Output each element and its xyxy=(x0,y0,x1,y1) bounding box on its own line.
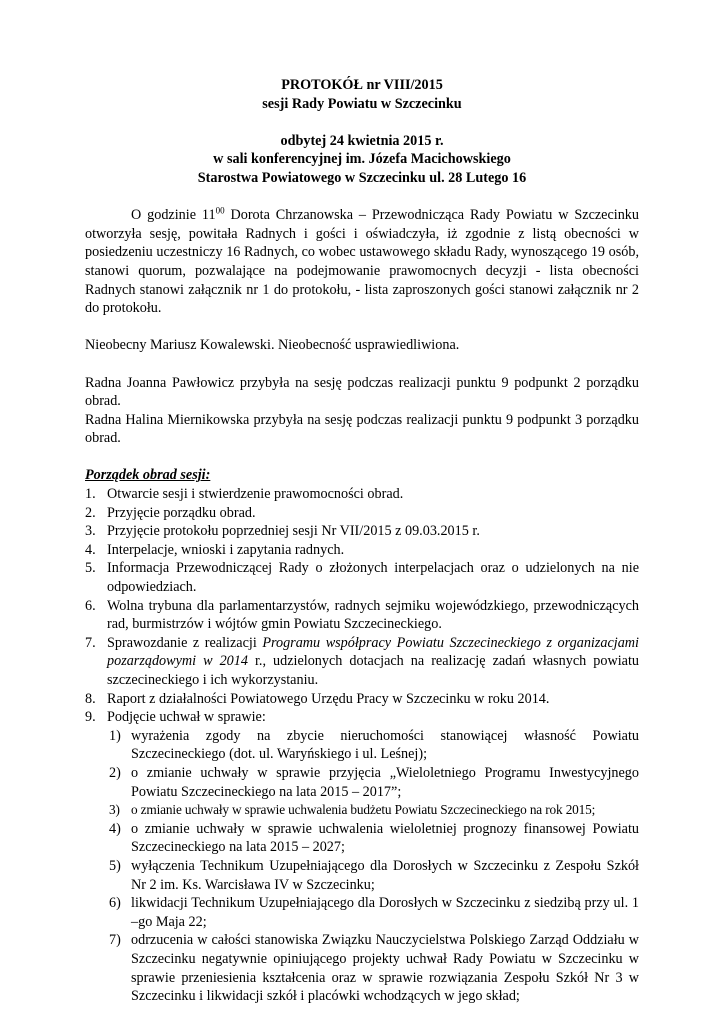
absence-note: Nieobecny Mariusz Kowalewski. Nieobecność usprawiedliwiona. xyxy=(85,337,460,354)
intro-paragraph: O godzinie $11^{00}$ Dorota Chrzanowska – Przewodnicząca Rady Powiatu w Szczecinku otworzyła sesję, powitała Radnych i gości i oświadczyła, iż zgodnie z listą obecności w posiedzeniu uczestniczy 16 Radnych, co wobec ustawowego składu Rady, wynoszącego 19 osób, stanowi quorum, pozwalające na podejmowanie prawomocnych decyzji - lista obecności Radnych stanowi załącznik nr 1 do protokołu, - lista zaproszonych gości stanowi załącznik nr 2 do protokołu. xyxy=(85,205,639,317)
agenda-item: 6. Wolna trybuna dla parlamentarzystów, radnych sejmiku wojewódzkiego, przewodniczących rad, burmistrzów i wójtów gmin Powiatu Szczecineckiego. xyxy=(85,597,639,633)
agenda-item: 1. Otwarcie sesji i stwierdzenie prawomocności obrad. xyxy=(85,486,404,503)
agenda-item: 9. Podjęcie uchwał w sprawie: 1) wyrażenia zgody na zbycie nieruchomości stanowiącej własność Powiatu Szczecineckiego (dot. ul. Waryńskiego i ul. Leśnej); 2) o zmianie uchwały w sprawie przyjęcia „Wieloletniego Programu Inwestycyjnego Powiatu Szczecineckiego na lata 2015 – 2017”; 3) o zmianie uchwały w sprawie uchwalenia budżetu Powiatu Szczecineckiego na rok 2015; 4) o zmianie uchwały w sprawie uchwalenia wieloletniej prognozy finansowej Powiatu Szczecineckiego na lata 2015 – 2027; 5) wyłączenia Technikum Uzupełniającego dla Dorosłych w Szczecinku z Zespołu Szkół Nr 2 im. Ks. Warcisława IV w Szczecinku; 6) likwidacji Technikum Uzupełniającego dla Dorosłych w Szczecinku z siedzibą przy ul. 1 –go Maja 22; 7) odrzucenia w całości stanowiska Związku Nauczycielstwa Polskiego Zarząd Oddziału w Szczecinku negatywnie opiniującego projekty uchwał Rady Powiatu w Szczecinku w sprawie przeniesienia kształcenia oraz w sprawie rozwiązania Zespołu Szkół Nr 3 w Szczecinku i likwidacji szkół i placówki wchodzących w jego skład; xyxy=(85,709,639,1005)
title-line-session: sesji Rady Powiatu w Szczecinku xyxy=(262,95,462,112)
agenda-heading: Porządek obrad sesji: xyxy=(85,467,211,484)
resolution-item: 3) o zmianie uchwały w sprawie uchwalenia budżetu Powiatu Szczecineckiego na rok 2015; xyxy=(109,802,596,818)
agenda-item: 8. Raport z działalności Powiatowego Urzędu Pracy w Szczecinku w roku 2014. xyxy=(85,690,550,707)
title-line-address: Starostwa Powiatowego w Szczecinku ul. 28 Lutego 16 xyxy=(197,169,527,186)
agenda-item: 7. Sprawozdanie z realizacji Programu współpracy Powiatu Szczecineckiego z organizacjami pozarządowymi w 2014 r., udzielonych dotacjach na realizację zadań własnych powiatu szczecineckiego i ich wykorzystaniu. xyxy=(85,634,639,688)
agenda-item: 5. Informacja Przewodniczącej Rady o złożonych interpelacjach oraz o udzielonych na nie odpowiedziach. xyxy=(85,560,639,596)
title-line-room: w sali konferencyjnej im. Józefa Macichowskiego xyxy=(213,151,511,168)
resolution-item: 2) o zmianie uchwały w sprawie przyjęcia „Wieloletniego Programu Inwestycyjnego Powiatu Szczecineckiego na lata 2015 – 2017”; xyxy=(109,764,639,800)
agenda-item: 2. Przyjęcie porządku obrad. xyxy=(85,504,256,521)
title-line-date: odbytej 24 kwietnia 2015 r. xyxy=(280,132,444,149)
title-line-protocol: PROTOKÓŁ nr VIII/2015 xyxy=(281,77,443,93)
resolution-item: 7) odrzucenia w całości stanowiska Związku Nauczycielstwa Polskiego Zarząd Oddziału w Szczecinku negatywnie opiniującego projekty uchwał Rady Powiatu w Szczecinku w sprawie przeniesienia kształcenia oraz w sprawie rozwiązania Zespołu Szkół Nr 3 w Szczecinku i likwidacji szkół i placówki wchodzących w jego skład; xyxy=(109,932,639,1005)
agenda-list xyxy=(85,485,639,1006)
resolution-item: 4) o zmianie uchwały w sprawie uchwalenia wieloletniej prognozy finansowej Powiatu Szczecineckiego na lata 2015 – 2027; xyxy=(109,820,639,856)
agenda-item: 4. Interpelacje, wnioski i zapytania radnych. xyxy=(85,541,345,558)
arrival-note: Radna Halina Miernikowska przybyła na sesję podczas realizacji punktu 9 podpunkt 3 porządku obrad. xyxy=(85,411,639,447)
resolution-sublist xyxy=(107,727,639,1006)
resolution-item: 6) likwidacji Technikum Uzupełniającego dla Dorosłych w Szczecinku z siedzibą przy ul. 1 –go Maja 22; xyxy=(109,895,639,930)
resolution-item: 1) wyrażenia zgody na zbycie nieruchomości stanowiącej własność Powiatu Szczecineckiego (dot. ul. Waryńskiego i ul. Leśnej); xyxy=(109,727,639,763)
arrival-note: Radna Joanna Pawłowicz przybyła na sesję podczas realizacji punktu 9 podpunkt 2 porządku obrad. xyxy=(85,374,639,410)
agenda-item: 3. Przyjęcie protokołu poprzedniej sesji Nr VII/2015 z 09.03.2015 r. xyxy=(85,523,480,540)
document-title xyxy=(85,76,639,188)
resolution-item: 5) wyłączenia Technikum Uzupełniającego dla Dorosłych w Szczecinku z Zespołu Szkół Nr 2 im. Ks. Warcisława IV w Szczecinku; xyxy=(109,857,639,893)
